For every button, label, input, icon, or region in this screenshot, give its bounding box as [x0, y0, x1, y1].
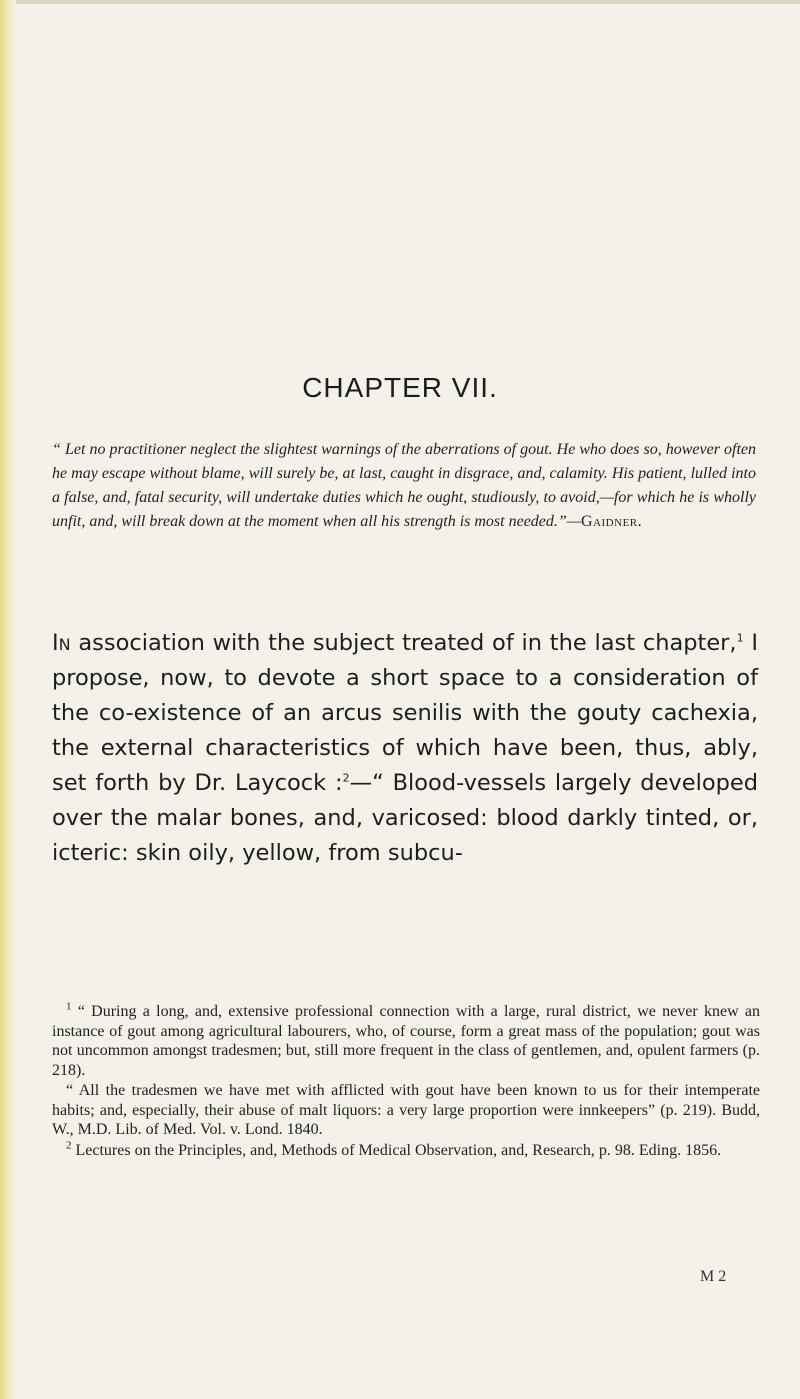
footnote-2-marker: 2	[66, 1139, 72, 1152]
footnote-ref-2: 2	[342, 771, 350, 785]
footnote-1-continuation: “ All the tradesmen we have met with afflicted with gout have been known to us for their intemperate habits; and, especially, their abuse of malt liquors: a very large proportion were innkeepers” (p. 219). Budd, W., M.D. Lib. of Med. Vol. v. Lond. 1840.	[52, 1082, 760, 1138]
footnotes	[52, 1002, 760, 1161]
body-text-part-2: I propose, now, to devote a short space to a consideration of the co-existence of an arcus senilis with the gouty cachexia, the external characteristics of which have been, thus, ably, set forth by Dr. Laycock :	[52, 630, 758, 796]
footnote-2	[52, 1141, 760, 1161]
body-text-part-3: —“ Blood-vessels largely developed over the malar bones, and, varicosed: blood darkly tinted, or, icteric: skin oily, yellow, from subcu-	[52, 770, 759, 866]
epigraph	[52, 438, 756, 534]
epigraph-text: “ Let no practitioner neglect the slightest warnings of the aberrations of gout. He who does so, however often he may escape without blame, will surely be, at last, caught in disgrace, and, calamity. His patient, lulled into a false, and, fatal security, will undertake duties which he ought, studiously, to avoid,—for which he is wholly unfit, and, will break down at the moment when all his strength is most needed.”—	[52, 441, 756, 530]
opening-word: In	[52, 630, 71, 656]
footnote-2-text: Lectures on the Principles, and, Methods of Medical Observation, and, Research, p. 98. Eding. 1856.	[71, 1141, 722, 1159]
epigraph-author: Gaidner.	[581, 513, 643, 530]
page-top-edge	[0, 0, 800, 4]
footnote-ref-1: 1	[736, 631, 744, 645]
signature-mark: M 2	[700, 1268, 727, 1285]
body-text-part-1: association with the subject treated of in the last chapter,	[70, 630, 737, 656]
body-paragraph	[52, 626, 758, 871]
footnote-1-marker: 1	[66, 1000, 72, 1013]
footnote-1-text: “ During a long, and, extensive professional connection with a large, rural district, we never knew an instance of gout among agricultural labourers, who, of course, form a great mass of the population; gout was not uncommon amongst tradesmen; but, still more frequent in the class of gentlemen, and, opulent farmers (p. 218).	[52, 1003, 760, 1079]
footnote-1	[52, 1002, 760, 1080]
chapter-title: CHAPTER VII.	[302, 372, 498, 403]
page-left-edge	[0, 0, 16, 1399]
